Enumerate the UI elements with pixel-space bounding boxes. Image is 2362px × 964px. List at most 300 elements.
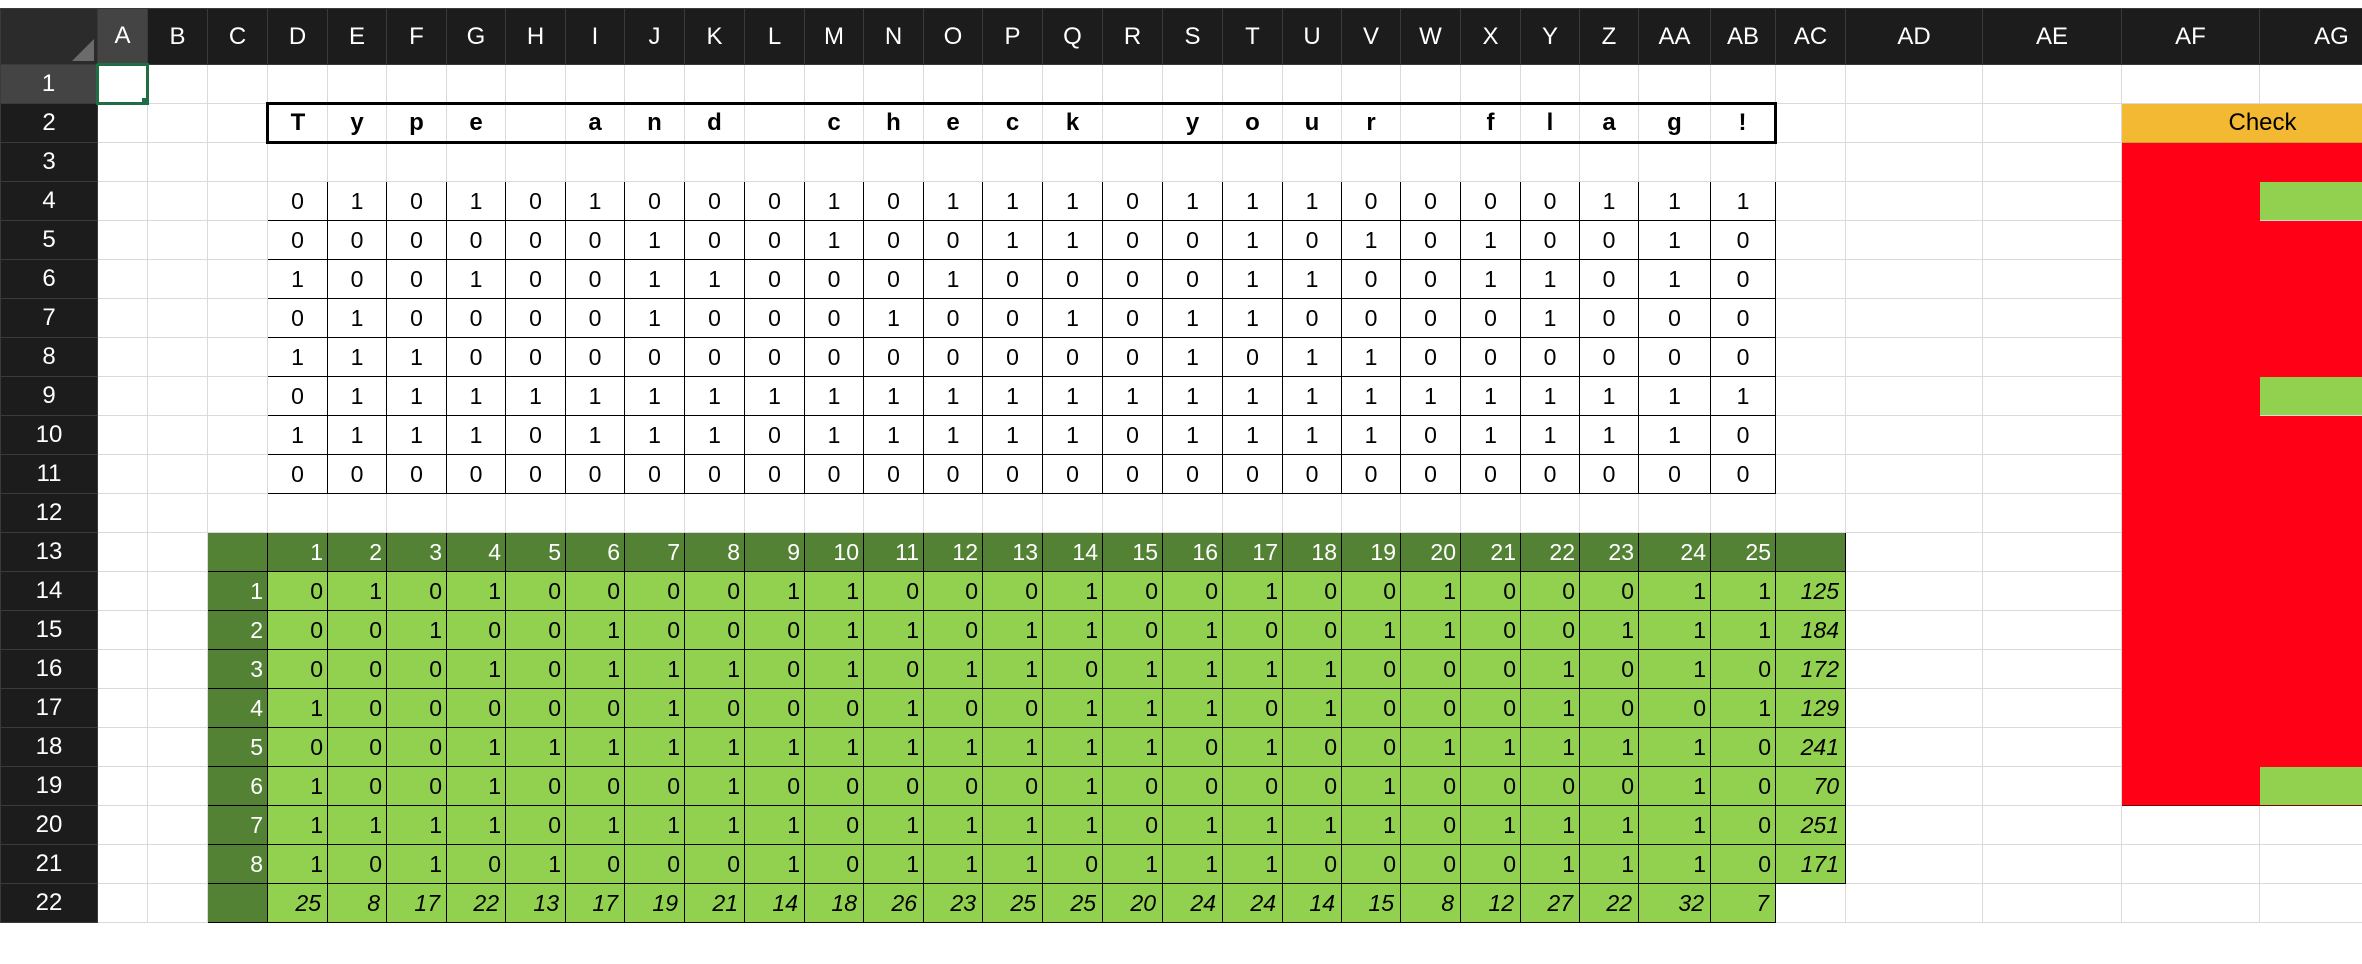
- key-bit-cell[interactable]: 0: [1580, 689, 1639, 728]
- key-bit-cell[interactable]: 1: [685, 728, 745, 767]
- cell-ae12[interactable]: [1983, 494, 2122, 533]
- key-bit-cell[interactable]: 1: [1711, 689, 1776, 728]
- bit-cell[interactable]: 0: [745, 416, 805, 455]
- bit-cell[interactable]: 0: [924, 338, 983, 377]
- key-bit-cell[interactable]: 0: [685, 689, 745, 728]
- column-header-t[interactable]: T: [1223, 9, 1283, 65]
- flag-char-cell[interactable]: c: [983, 104, 1043, 143]
- cell-b3[interactable]: [148, 143, 208, 182]
- cell-a18[interactable]: [98, 728, 148, 767]
- bit-cell[interactable]: 1: [625, 260, 685, 299]
- bit-cell[interactable]: 0: [1401, 182, 1461, 221]
- cell-ae18[interactable]: [1983, 728, 2122, 767]
- cell-j12[interactable]: [625, 494, 685, 533]
- key-bit-cell[interactable]: 1: [1580, 845, 1639, 884]
- cell-ad13[interactable]: [1846, 533, 1983, 572]
- bit-cell[interactable]: 0: [1401, 260, 1461, 299]
- bit-cell[interactable]: 1: [625, 221, 685, 260]
- bit-cell[interactable]: 1: [924, 260, 983, 299]
- bit-cell[interactable]: 1: [1342, 221, 1401, 260]
- key-bit-cell[interactable]: 1: [1163, 650, 1223, 689]
- bit-cell[interactable]: 1: [1342, 338, 1401, 377]
- bit-cell[interactable]: 0: [1163, 455, 1223, 494]
- bit-cell[interactable]: 1: [625, 416, 685, 455]
- cell-a13[interactable]: [98, 533, 148, 572]
- cell-d1[interactable]: [268, 65, 328, 104]
- bit-cell[interactable]: 0: [805, 455, 864, 494]
- key-bit-cell[interactable]: 1: [268, 767, 328, 806]
- key-bit-cell[interactable]: 0: [328, 767, 387, 806]
- key-bit-cell[interactable]: 0: [566, 845, 625, 884]
- cell-z12[interactable]: [1580, 494, 1639, 533]
- bit-cell[interactable]: 0: [1639, 455, 1711, 494]
- key-bit-cell[interactable]: 0: [625, 845, 685, 884]
- key-bit-cell[interactable]: 0: [387, 767, 447, 806]
- cell-b17[interactable]: [148, 689, 208, 728]
- column-header-ae[interactable]: AE: [1983, 9, 2122, 65]
- bit-cell[interactable]: 0: [506, 182, 566, 221]
- key-bit-cell[interactable]: 0: [625, 767, 685, 806]
- flag-char-cell[interactable]: y: [1163, 104, 1223, 143]
- bit-cell[interactable]: 0: [1103, 221, 1163, 260]
- bit-cell[interactable]: 0: [387, 299, 447, 338]
- key-bit-cell[interactable]: 1: [685, 806, 745, 845]
- key-bit-cell[interactable]: 0: [983, 572, 1043, 611]
- cell-a2[interactable]: [98, 104, 148, 143]
- column-header-w[interactable]: W: [1401, 9, 1461, 65]
- cell-m1[interactable]: [805, 65, 864, 104]
- flag-char-cell[interactable]: r: [1342, 104, 1401, 143]
- cell-ac8[interactable]: [1776, 338, 1846, 377]
- column-header-c[interactable]: C: [208, 9, 268, 65]
- cell-m3[interactable]: [805, 143, 864, 182]
- key-bit-cell[interactable]: 1: [387, 845, 447, 884]
- bit-cell[interactable]: 0: [1283, 221, 1342, 260]
- key-bit-cell[interactable]: 1: [1711, 611, 1776, 650]
- cell-g3[interactable]: [447, 143, 506, 182]
- cell-f3[interactable]: [387, 143, 447, 182]
- cell-q12[interactable]: [1043, 494, 1103, 533]
- cell-b4[interactable]: [148, 182, 208, 221]
- cell-a11[interactable]: [98, 455, 148, 494]
- cell-a12[interactable]: [98, 494, 148, 533]
- key-bit-cell[interactable]: 1: [1223, 728, 1283, 767]
- key-bit-cell[interactable]: 0: [328, 845, 387, 884]
- cell-c6[interactable]: [208, 260, 268, 299]
- flag-char-cell[interactable]: e: [924, 104, 983, 143]
- cell-l12[interactable]: [745, 494, 805, 533]
- cell-aa1[interactable]: [1639, 65, 1711, 104]
- cell-j1[interactable]: [625, 65, 685, 104]
- bit-cell[interactable]: 0: [1521, 182, 1580, 221]
- cell-i12[interactable]: [566, 494, 625, 533]
- bit-cell[interactable]: 0: [506, 221, 566, 260]
- key-bit-cell[interactable]: 1: [983, 845, 1043, 884]
- column-header-z[interactable]: Z: [1580, 9, 1639, 65]
- key-bit-cell[interactable]: 0: [506, 689, 566, 728]
- bit-cell[interactable]: 1: [1711, 377, 1776, 416]
- bit-cell[interactable]: 0: [387, 221, 447, 260]
- key-bit-cell[interactable]: 1: [1580, 611, 1639, 650]
- bit-cell[interactable]: 1: [983, 377, 1043, 416]
- row-header-15[interactable]: 15: [1, 611, 98, 650]
- bit-cell[interactable]: 0: [864, 455, 924, 494]
- key-bit-cell[interactable]: 1: [864, 689, 924, 728]
- cell-v1[interactable]: [1342, 65, 1401, 104]
- cell-e1[interactable]: [328, 65, 387, 104]
- cell-j3[interactable]: [625, 143, 685, 182]
- key-bit-cell[interactable]: 1: [1223, 806, 1283, 845]
- bit-cell[interactable]: 1: [1580, 377, 1639, 416]
- key-bit-cell[interactable]: 1: [1043, 806, 1103, 845]
- key-bit-cell[interactable]: 0: [328, 728, 387, 767]
- cell-p1[interactable]: [983, 65, 1043, 104]
- cell-ae20[interactable]: [1983, 806, 2122, 845]
- cell-h1[interactable]: [506, 65, 566, 104]
- bit-cell[interactable]: 1: [1639, 182, 1711, 221]
- bit-cell[interactable]: 1: [1639, 221, 1711, 260]
- bit-cell[interactable]: 0: [745, 455, 805, 494]
- key-bit-cell[interactable]: 0: [864, 767, 924, 806]
- key-bit-cell[interactable]: 0: [1223, 689, 1283, 728]
- key-bit-cell[interactable]: 0: [328, 689, 387, 728]
- key-bit-cell[interactable]: 0: [1342, 845, 1401, 884]
- key-bit-cell[interactable]: 1: [1580, 806, 1639, 845]
- bit-cell[interactable]: 0: [745, 299, 805, 338]
- key-bit-cell[interactable]: 1: [506, 728, 566, 767]
- flag-char-cell[interactable]: p: [387, 104, 447, 143]
- key-bit-cell[interactable]: 1: [1342, 767, 1401, 806]
- column-header-g[interactable]: G: [447, 9, 506, 65]
- cell-a19[interactable]: [98, 767, 148, 806]
- key-bit-cell[interactable]: 0: [1521, 767, 1580, 806]
- bit-cell[interactable]: 0: [805, 260, 864, 299]
- column-header-k[interactable]: K: [685, 9, 745, 65]
- row-header-18[interactable]: 18: [1, 728, 98, 767]
- bit-cell[interactable]: 0: [1103, 299, 1163, 338]
- key-bit-cell[interactable]: 0: [387, 728, 447, 767]
- key-bit-cell[interactable]: 0: [1711, 845, 1776, 884]
- key-bit-cell[interactable]: 0: [1401, 845, 1461, 884]
- cell-b15[interactable]: [148, 611, 208, 650]
- bit-cell[interactable]: 0: [1223, 338, 1283, 377]
- bit-cell[interactable]: 0: [506, 338, 566, 377]
- cell-a21[interactable]: [98, 845, 148, 884]
- cell-i3[interactable]: [566, 143, 625, 182]
- flag-char-cell[interactable]: n: [625, 104, 685, 143]
- bit-cell[interactable]: 1: [983, 182, 1043, 221]
- bit-cell[interactable]: 1: [1163, 182, 1223, 221]
- cell-aa3[interactable]: [1639, 143, 1711, 182]
- cell-c8[interactable]: [208, 338, 268, 377]
- bit-cell[interactable]: 0: [268, 455, 328, 494]
- key-bit-cell[interactable]: 1: [1521, 650, 1580, 689]
- bit-cell[interactable]: 1: [805, 416, 864, 455]
- key-bit-cell[interactable]: 1: [1223, 572, 1283, 611]
- cell-y3[interactable]: [1521, 143, 1580, 182]
- key-bit-cell[interactable]: 0: [1401, 650, 1461, 689]
- cell-i1[interactable]: [566, 65, 625, 104]
- cell-a17[interactable]: [98, 689, 148, 728]
- bit-cell[interactable]: 1: [328, 377, 387, 416]
- bit-cell[interactable]: 1: [805, 221, 864, 260]
- bit-cell[interactable]: 1: [566, 182, 625, 221]
- bit-cell[interactable]: 0: [1580, 260, 1639, 299]
- bit-cell[interactable]: 1: [1639, 260, 1711, 299]
- cell-ad17[interactable]: [1846, 689, 1983, 728]
- column-header-af[interactable]: AF: [2122, 9, 2260, 65]
- cell-e3[interactable]: [328, 143, 387, 182]
- cell-ac2[interactable]: [1776, 104, 1846, 143]
- bit-cell[interactable]: 1: [387, 416, 447, 455]
- bit-cell[interactable]: 1: [1163, 338, 1223, 377]
- key-bit-cell[interactable]: 1: [1639, 650, 1711, 689]
- bit-cell[interactable]: 1: [1223, 182, 1283, 221]
- bit-cell[interactable]: 1: [447, 182, 506, 221]
- bit-cell[interactable]: 0: [625, 338, 685, 377]
- cell-a9[interactable]: [98, 377, 148, 416]
- key-bit-cell[interactable]: 1: [1163, 611, 1223, 650]
- cell-o12[interactable]: [924, 494, 983, 533]
- bit-cell[interactable]: 1: [1043, 416, 1103, 455]
- key-bit-cell[interactable]: 0: [685, 845, 745, 884]
- bit-cell[interactable]: 0: [387, 260, 447, 299]
- cell-ac11[interactable]: [1776, 455, 1846, 494]
- column-header-j[interactable]: J: [625, 9, 685, 65]
- cell-a22[interactable]: [98, 884, 148, 923]
- bit-cell[interactable]: 0: [268, 182, 328, 221]
- bit-cell[interactable]: 0: [983, 299, 1043, 338]
- cell-u3[interactable]: [1283, 143, 1342, 182]
- bit-cell[interactable]: 0: [1342, 182, 1401, 221]
- cell-w12[interactable]: [1401, 494, 1461, 533]
- bit-cell[interactable]: 0: [1223, 455, 1283, 494]
- cell-q1[interactable]: [1043, 65, 1103, 104]
- bit-cell[interactable]: 0: [1711, 260, 1776, 299]
- cell-b9[interactable]: [148, 377, 208, 416]
- cell-ad9[interactable]: [1846, 377, 1983, 416]
- bit-cell[interactable]: 0: [447, 299, 506, 338]
- key-bit-cell[interactable]: 1: [745, 572, 805, 611]
- column-header-i[interactable]: I: [566, 9, 625, 65]
- row-header-2[interactable]: 2: [1, 104, 98, 143]
- key-bit-cell[interactable]: 0: [1461, 845, 1521, 884]
- bit-cell[interactable]: 1: [566, 416, 625, 455]
- key-bit-cell[interactable]: 0: [745, 611, 805, 650]
- cell-t12[interactable]: [1223, 494, 1283, 533]
- cell-ad18[interactable]: [1846, 728, 1983, 767]
- key-bit-cell[interactable]: 1: [1639, 572, 1711, 611]
- cell-b7[interactable]: [148, 299, 208, 338]
- key-bit-cell[interactable]: 0: [685, 611, 745, 650]
- key-bit-cell[interactable]: 0: [1461, 650, 1521, 689]
- bit-cell[interactable]: 0: [745, 221, 805, 260]
- bit-cell[interactable]: 1: [1223, 260, 1283, 299]
- bit-cell[interactable]: 0: [1461, 338, 1521, 377]
- key-bit-cell[interactable]: 1: [625, 728, 685, 767]
- bit-cell[interactable]: 1: [1521, 416, 1580, 455]
- key-bit-cell[interactable]: 1: [864, 806, 924, 845]
- cell-a10[interactable]: [98, 416, 148, 455]
- bit-cell[interactable]: 0: [447, 338, 506, 377]
- bit-cell[interactable]: 0: [625, 182, 685, 221]
- key-bit-cell[interactable]: 1: [1163, 689, 1223, 728]
- key-bit-cell[interactable]: 0: [506, 611, 566, 650]
- bit-cell[interactable]: 0: [805, 338, 864, 377]
- flag-char-cell[interactable]: a: [566, 104, 625, 143]
- bit-cell[interactable]: 1: [1521, 260, 1580, 299]
- bit-cell[interactable]: 1: [1461, 416, 1521, 455]
- key-bit-cell[interactable]: 1: [1639, 806, 1711, 845]
- bit-cell[interactable]: 0: [625, 455, 685, 494]
- row-header-22[interactable]: 22: [1, 884, 98, 923]
- bit-cell[interactable]: 0: [1043, 338, 1103, 377]
- key-bit-cell[interactable]: 1: [1163, 845, 1223, 884]
- cell-a4[interactable]: [98, 182, 148, 221]
- key-bit-cell[interactable]: 1: [625, 650, 685, 689]
- bit-cell[interactable]: 0: [1103, 260, 1163, 299]
- bit-cell[interactable]: 0: [566, 455, 625, 494]
- cell-c1[interactable]: [208, 65, 268, 104]
- key-bit-cell[interactable]: 0: [805, 689, 864, 728]
- bit-cell[interactable]: 0: [506, 299, 566, 338]
- key-bit-cell[interactable]: 0: [268, 572, 328, 611]
- cell-d3[interactable]: [268, 143, 328, 182]
- cell-ac22[interactable]: [1776, 884, 1846, 923]
- cell-u1[interactable]: [1283, 65, 1342, 104]
- cell-c9[interactable]: [208, 377, 268, 416]
- cell-ad14[interactable]: [1846, 572, 1983, 611]
- key-bit-cell[interactable]: 0: [805, 806, 864, 845]
- key-bit-cell[interactable]: 0: [625, 572, 685, 611]
- bit-cell[interactable]: 1: [983, 221, 1043, 260]
- bit-cell[interactable]: 0: [387, 182, 447, 221]
- flag-char-cell[interactable]: [1401, 104, 1461, 143]
- cell-r3[interactable]: [1103, 143, 1163, 182]
- cell-c11[interactable]: [208, 455, 268, 494]
- row-header-14[interactable]: 14: [1, 572, 98, 611]
- bit-cell[interactable]: 0: [685, 182, 745, 221]
- cell-u12[interactable]: [1283, 494, 1342, 533]
- cell-x12[interactable]: [1461, 494, 1521, 533]
- bit-cell[interactable]: 0: [1521, 455, 1580, 494]
- cell-ae8[interactable]: [1983, 338, 2122, 377]
- key-bit-cell[interactable]: 0: [1283, 572, 1342, 611]
- flag-char-cell[interactable]: o: [1223, 104, 1283, 143]
- bit-cell[interactable]: 1: [1223, 416, 1283, 455]
- key-bit-cell[interactable]: 1: [1043, 689, 1103, 728]
- cell-k3[interactable]: [685, 143, 745, 182]
- cell-c10[interactable]: [208, 416, 268, 455]
- bit-cell[interactable]: 1: [1283, 416, 1342, 455]
- key-bit-cell[interactable]: 1: [1163, 806, 1223, 845]
- flag-char-cell[interactable]: l: [1521, 104, 1580, 143]
- key-bit-cell[interactable]: 0: [1580, 767, 1639, 806]
- bit-cell[interactable]: 1: [983, 416, 1043, 455]
- key-bit-cell[interactable]: 1: [447, 728, 506, 767]
- bit-cell[interactable]: 1: [447, 377, 506, 416]
- key-bit-cell[interactable]: 1: [745, 845, 805, 884]
- key-bit-cell[interactable]: 0: [268, 611, 328, 650]
- cell-ad5[interactable]: [1846, 221, 1983, 260]
- bit-cell[interactable]: 1: [1639, 416, 1711, 455]
- bit-cell[interactable]: 0: [924, 299, 983, 338]
- row-header-12[interactable]: 12: [1, 494, 98, 533]
- key-bit-cell[interactable]: 1: [1401, 728, 1461, 767]
- flag-char-cell[interactable]: [745, 104, 805, 143]
- bit-cell[interactable]: 0: [1043, 260, 1103, 299]
- cell-ae15[interactable]: [1983, 611, 2122, 650]
- key-bit-cell[interactable]: 1: [1283, 689, 1342, 728]
- cell-p12[interactable]: [983, 494, 1043, 533]
- cell-c12[interactable]: [208, 494, 268, 533]
- cell-ae4[interactable]: [1983, 182, 2122, 221]
- bit-cell[interactable]: 1: [1043, 377, 1103, 416]
- key-bit-cell[interactable]: 1: [864, 845, 924, 884]
- cell-ad21[interactable]: [1846, 845, 1983, 884]
- key-bit-cell[interactable]: 0: [805, 845, 864, 884]
- bit-cell[interactable]: 0: [745, 182, 805, 221]
- cell-a16[interactable]: [98, 650, 148, 689]
- bit-cell[interactable]: 0: [1461, 455, 1521, 494]
- bit-cell[interactable]: 0: [1163, 260, 1223, 299]
- cell-s3[interactable]: [1163, 143, 1223, 182]
- cell-b16[interactable]: [148, 650, 208, 689]
- column-header-a[interactable]: A: [98, 9, 148, 65]
- key-bit-cell[interactable]: 1: [1043, 728, 1103, 767]
- key-bit-cell[interactable]: 0: [566, 689, 625, 728]
- key-bit-cell[interactable]: 0: [1223, 767, 1283, 806]
- bit-cell[interactable]: 0: [1401, 455, 1461, 494]
- row-header-11[interactable]: 11: [1, 455, 98, 494]
- key-bit-cell[interactable]: 1: [805, 611, 864, 650]
- key-bit-cell[interactable]: 0: [1580, 572, 1639, 611]
- key-bit-cell[interactable]: 1: [447, 572, 506, 611]
- key-bit-cell[interactable]: 0: [1103, 611, 1163, 650]
- flag-char-cell[interactable]: c: [805, 104, 864, 143]
- cell-r12[interactable]: [1103, 494, 1163, 533]
- bit-cell[interactable]: 1: [1401, 377, 1461, 416]
- key-bit-cell[interactable]: 1: [1103, 689, 1163, 728]
- key-bit-cell[interactable]: 1: [1401, 611, 1461, 650]
- bit-cell[interactable]: 0: [1103, 182, 1163, 221]
- cell-h3[interactable]: [506, 143, 566, 182]
- bit-cell[interactable]: 1: [1521, 299, 1580, 338]
- cell-ae5[interactable]: [1983, 221, 2122, 260]
- column-header-x[interactable]: X: [1461, 9, 1521, 65]
- select-all-corner[interactable]: [1, 9, 98, 65]
- bit-cell[interactable]: 1: [447, 260, 506, 299]
- key-bit-cell[interactable]: 1: [1521, 845, 1580, 884]
- cell-ad16[interactable]: [1846, 650, 1983, 689]
- bit-cell[interactable]: 1: [1639, 377, 1711, 416]
- bit-cell[interactable]: 1: [1521, 377, 1580, 416]
- bit-cell[interactable]: 0: [1103, 455, 1163, 494]
- bit-cell[interactable]: 0: [1342, 455, 1401, 494]
- key-bit-cell[interactable]: 0: [1342, 572, 1401, 611]
- cell-s1[interactable]: [1163, 65, 1223, 104]
- bit-cell[interactable]: 1: [1103, 377, 1163, 416]
- key-bit-cell[interactable]: 1: [387, 611, 447, 650]
- key-bit-cell[interactable]: 1: [447, 767, 506, 806]
- bit-cell[interactable]: 0: [983, 260, 1043, 299]
- cell-ac9[interactable]: [1776, 377, 1846, 416]
- bit-cell[interactable]: 1: [1461, 221, 1521, 260]
- key-bit-cell[interactable]: 1: [1401, 572, 1461, 611]
- flag-char-cell[interactable]: [506, 104, 566, 143]
- key-bit-cell[interactable]: 1: [745, 806, 805, 845]
- key-bit-cell[interactable]: 1: [1639, 611, 1711, 650]
